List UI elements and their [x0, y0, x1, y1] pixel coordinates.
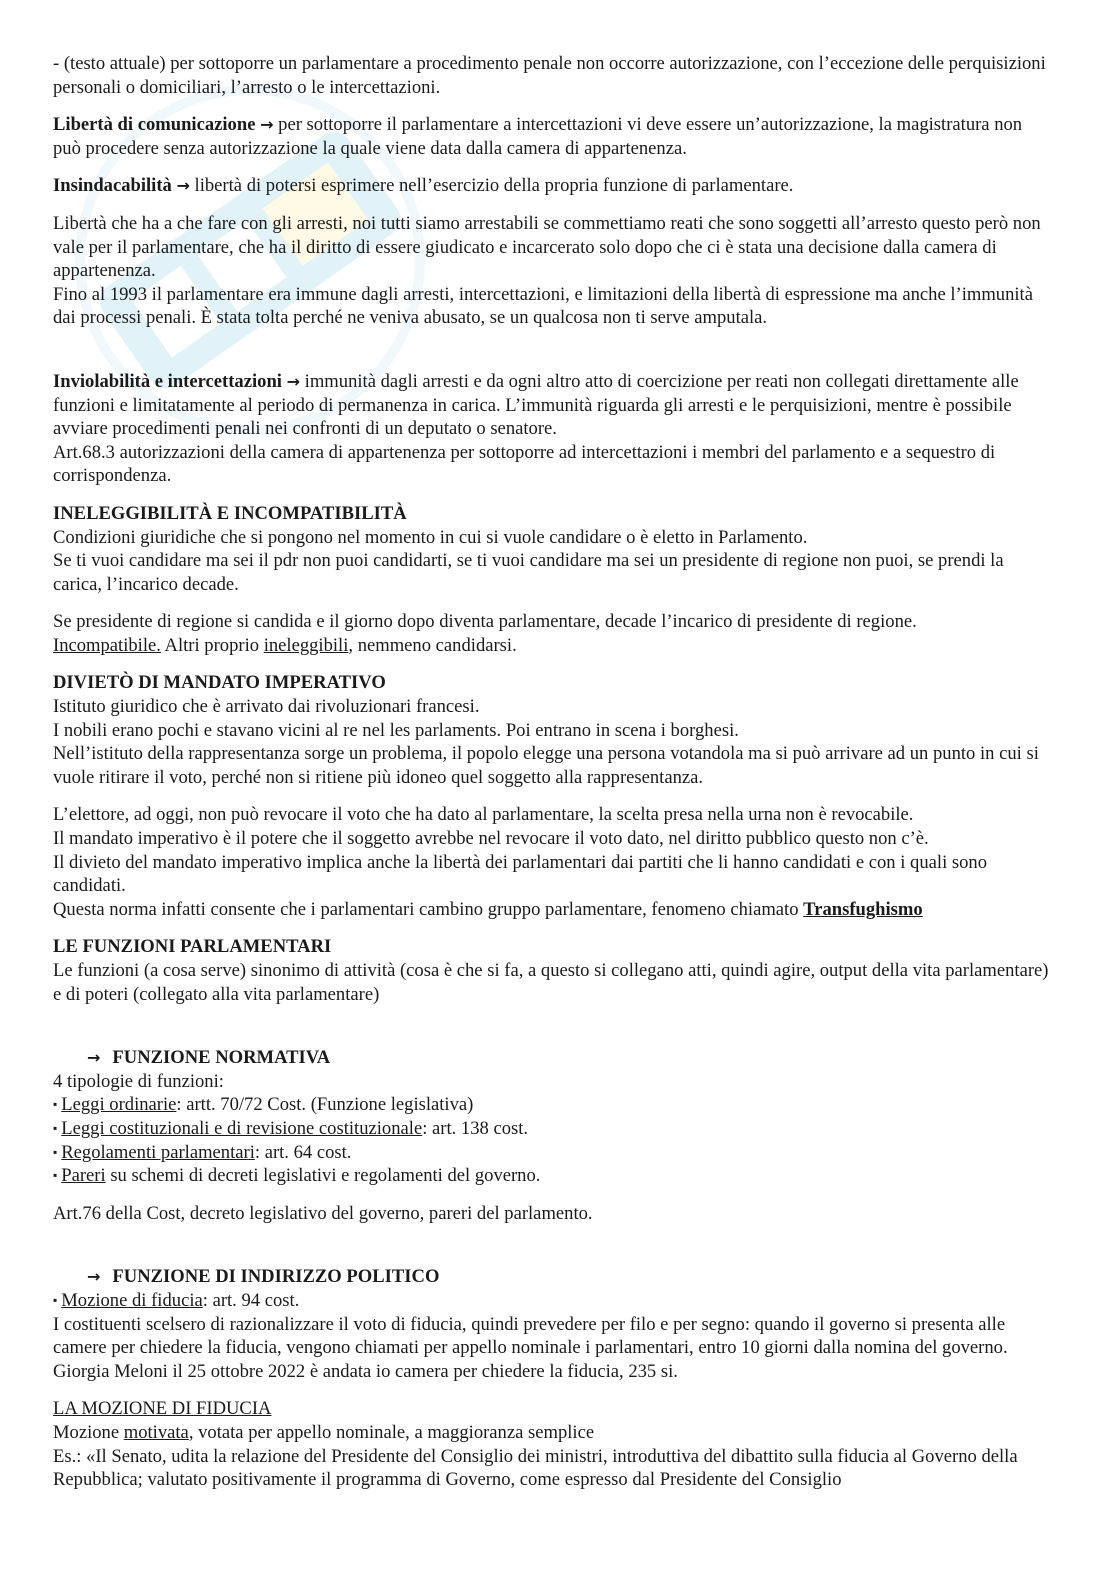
underlined-term: motivata — [123, 1421, 189, 1443]
paragraph — [53, 113, 1053, 160]
bullet-icon: ▪ — [53, 1292, 58, 1307]
paragraph: Il mandato imperativo è il potere che il soggetto avrebbe nel revocare il voto dato, nel diritto pubblico questo non c’è. — [53, 828, 929, 850]
list-term: Pareri — [61, 1165, 106, 1187]
paragraph-text: Altri proprio — [160, 634, 264, 656]
paragraph-text: , nemmeno candidarsi. — [348, 634, 517, 656]
underlined-term: ineleggibili — [263, 634, 349, 656]
paragraph: Art.76 della Cost, decreto legislativo del governo, pareri del parlamento. — [53, 1202, 593, 1224]
paragraph: Fino al 1993 il parlamentare era immune dagli arresti, intercettazioni, e limitazioni della libertà di espressione ma anche l’immunità dai processi penali. È stata tolta perché ne veniva abusato, se un qualcosa non ti serve amputala. — [53, 283, 1033, 329]
subsection-heading — [53, 1046, 1053, 1070]
list-term: Regolamenti parlamentari — [61, 1141, 255, 1163]
paragraph: Nell’istituto della rappresentanza sorge un problema, il popolo elegge una persona votandola ma si può arrivare ad un punto in cui si vuole ritirare il voto, perché non si ritiene più idoneo quel soggetto alla rappresentanza. — [53, 743, 1039, 788]
paragraph: Il divieto del mandato imperativo implica anche la libertà dei parlamentari dai partiti che li hanno candidati e con i quali sono candidati. — [53, 851, 988, 897]
paragraph: - (testo attuale) per sottoporre un parlamentare a procedimento penale non occorre autorizzazione, con l’eccezione delle perquisizioni personali o domiciliari, l’arresto o le intercettazioni. — [53, 53, 1046, 98]
bullet-icon: ▪ — [53, 1097, 58, 1112]
paragraph: Le funzioni (a cosa serve) sinonimo di attività (cosa è che si fa, a questo si collegano atti, quindi agire, output della vita parlamentare) e di poteri (collegato alla vita parlamentare) — [53, 960, 1049, 1005]
paragraph: Se presidente di regione si candida e il giorno dopo diventa parlamentare, decade l’incarico di presidente di regione. — [53, 611, 917, 633]
document-page — [53, 52, 1053, 1492]
term: Inviolabilità e intercettazioni — [53, 370, 282, 392]
paragraph-text: libertà di potersi esprimere nell’esercizio della propria funzione di parlamentare. — [189, 175, 794, 197]
paragraph-text: , votata per appello nominale, a maggioranza semplice — [188, 1421, 595, 1443]
paragraph — [53, 634, 1053, 658]
paragraph: Giorgia Meloni il 25 ottobre 2022 è andata io camera per chiedere la fiducia, 235 si. — [53, 1360, 678, 1382]
list-term: Leggi ordinarie — [61, 1094, 177, 1116]
paragraph — [53, 174, 1053, 198]
section-heading: INELEGGIBILITÀ E INCOMPATIBILITÀ — [53, 502, 407, 524]
section-heading: DIVIETÒ DI MANDATO IMPERATIVO — [53, 672, 386, 694]
list-text: su schemi di decreti legislativi e regolamenti del governo. — [105, 1165, 541, 1187]
paragraph: Art.68.3 autorizzazioni della camera di appartenenza per sottoporre ad intercettazioni i membri del parlamento e a sequestro di corrispondenza. — [53, 441, 996, 487]
arrow-icon: → — [87, 1048, 101, 1068]
term: Libertà di comunicazione — [53, 114, 256, 136]
list-term: Leggi costituzionali e di revisione costituzionale — [61, 1117, 423, 1139]
paragraph: I costituenti scelsero di razionalizzare il voto di fiducia, quindi prevedere per filo e per segno: quando il governo si presenta alle camere per chiedere la fiducia, vengono chiamati per appello nominale i parlamentari, entro 10 giorni dalla nomina del governo. — [53, 1313, 1008, 1359]
list-item — [53, 1117, 1053, 1141]
list — [53, 1093, 1053, 1187]
arrow-icon: → — [176, 176, 190, 196]
key-term: Transfughismo — [803, 898, 923, 920]
list-text: : art. 64 cost. — [254, 1141, 352, 1163]
list-text: : art. 138 cost. — [422, 1117, 529, 1139]
paragraph — [53, 1421, 1053, 1445]
subsection-title: FUNZIONE DI INDIRIZZO POLITICO — [112, 1266, 440, 1288]
paragraph-text: per sottoporre il parlamentare a intercettazioni vi deve essere un’autorizzazione, la magistratura non può procedere senza autorizzazione la quale viene data dalla camera di appartenenza. — [53, 114, 1023, 159]
arrow-icon: → — [286, 371, 301, 391]
paragraph-text: Mozione — [53, 1421, 124, 1443]
section-heading: LE FUNZIONI PARLAMENTARI — [53, 936, 332, 958]
paragraph-text: Questa norma infatti consente che i parlamentari cambino gruppo parlamentare, fenomeno chiamato — [53, 898, 804, 920]
subsection-title: FUNZIONE NORMATIVA — [112, 1047, 331, 1069]
arrow-icon: → — [87, 1267, 101, 1287]
paragraph: I nobili erano pochi e stavano vicini al re nel les parlaments. Poi entrano in scena i borghesi. — [53, 719, 739, 741]
list-text: : artt. 70/72 Cost. (Funzione legislativa) — [176, 1094, 474, 1116]
term: Insindacabilità — [53, 175, 172, 197]
paragraph: Es.: «Il Senato, udita la relazione del Presidente del Consiglio dei ministri, introduttiva del dibattito sulla fiducia al Governo della Repubblica; valutato positivamente il programma di Governo, come espresso dal Presidente del Consiglio — [53, 1445, 1018, 1491]
paragraph-text: immunità dagli arresti e da ogni altro atto di coercizione per reati non collegati direttamente alle funzioni e limitatamente al periodo di permanenza in carica. L’immunità riguarda gli arresti e le perquisizioni, mentre è possibile avviare procedimenti penali nei confronti di un deputato o senatore. — [53, 370, 1019, 440]
paragraph — [53, 370, 1053, 441]
list-text: : art. 94 cost. — [202, 1289, 300, 1311]
paragraph: L’elettore, ad oggi, non può revocare il voto che ha dato al parlamentare, la scelta presa nella urna non è revocabile. — [53, 804, 914, 826]
list-item — [53, 1093, 1053, 1117]
arrow-icon: → — [260, 115, 274, 135]
subsection-heading — [53, 1265, 1053, 1289]
paragraph — [53, 898, 1053, 922]
bullet-icon: ▪ — [53, 1168, 58, 1183]
list-term: Mozione di fiducia — [61, 1289, 203, 1311]
list-item — [53, 1141, 1053, 1165]
bullet-icon: ▪ — [53, 1144, 58, 1159]
paragraph: Se ti vuoi candidare ma sei il pdr non puoi candidarti, se ti vuoi candidare ma sei un presidente di regione non puoi, se prendi la carica, l’incarico decade. — [53, 550, 1004, 595]
list-item — [53, 1164, 1053, 1188]
paragraph: Condizioni giuridiche che si pongono nel momento in cui si vuole candidare o è eletto in Parlamento. — [53, 526, 808, 548]
bullet-icon: ▪ — [53, 1120, 58, 1135]
section-heading: LA MOZIONE DI FIDUCIA — [53, 1398, 272, 1420]
paragraph: Libertà che ha a che fare con gli arresti, noi tutti siamo arrestabili se commettiamo reati che sono soggetti all’arresto questo però non vale per il parlamentare, che ha il diritto di essere giudicato e incarcerato solo dopo che ci è stata una decisione dalla camera di appartenenza. — [53, 212, 1041, 282]
paragraph: 4 tipologie di funzioni: — [53, 1070, 224, 1092]
underlined-term: Incompatibile. — [53, 634, 161, 656]
list-item — [53, 1289, 1053, 1313]
paragraph: Istituto giuridico che è arrivato dai rivoluzionari francesi. — [53, 696, 480, 718]
